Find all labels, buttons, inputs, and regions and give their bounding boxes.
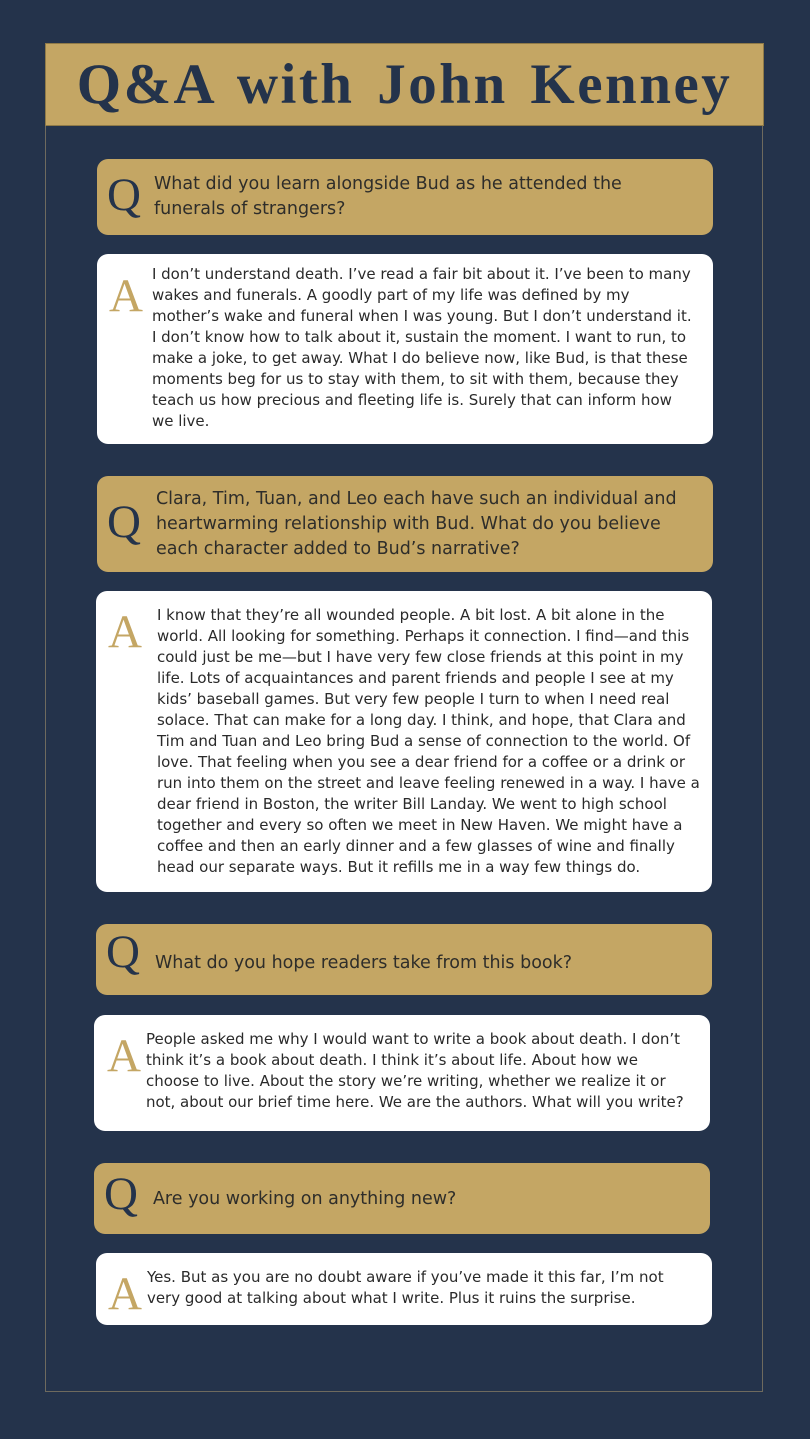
- question-text-3: What do you hope readers take from this book?: [154, 953, 573, 973]
- answer-text-2: I know that they’re all wounded people. A bit lost. A bit alone in the world. All looking for something. Perhaps it connection. I find—and this could just be me—but I have very few close friends at this point in my life. Lots of acquaintances and parent friends and people I see at my kids’ baseball games. But very few people I turn to when I need real solace. That can make for a long day. I think, and hope, that Clara and Tim and Tuan and Leo bring Bud a sense of connection to the world. Of love. That feeling when you see a dear friend for a coffee or a drink or run into them on the street and leave feeling renewed in a way. I have a dear friend in Boston, the writer Bill Landay. We went to high school together and every so often we meet in New Haven. We might have a coffee and then an early dinner and a few glasses of wine and finally head our separate ways. But it refills me in a way few things do.: [156, 606, 700, 876]
- a-letter-icon: A: [108, 606, 142, 658]
- answer-text-1: I don’t understand death. I’ve read a fair bit about it. I’ve been to many wakes and funerals. A goodly part of my life was defined by my mother’s wake and funeral when I was young. But I don’t understand it. I don’t know how to talk about it, sustain the moment. I want to run, to make a joke, to get away. What I do believe now, like Bud, is that these moments beg for us to stay with them, to sit with them, because they teach us how precious and fleeting life is. Surely that can inform how we live.: [151, 265, 692, 430]
- question-text-2: Clara, Tim, Tuan, and Leo each have such an individual and heartwarming relationship with Bud. What do you believe each character added to Bud’s narrative?: [155, 488, 677, 559]
- answer-card-2: [96, 591, 712, 892]
- answer-text-4: Yes. But as you are no doubt aware if you’ve made it this far, I’m not very good at talking about what I write. Plus it ruins the surprise.: [146, 1268, 664, 1307]
- question-text-1: What did you learn alongside Bud as he attended the funerals of strangers?: [153, 174, 622, 219]
- a-letter-icon: A: [108, 1268, 142, 1320]
- answer-card-4: [96, 1253, 712, 1325]
- question-card-1: [97, 159, 713, 235]
- a-letter-icon: A: [109, 270, 143, 322]
- answer-card-1: [97, 254, 713, 444]
- answer-text-3: People asked me why I would want to write a book about death. I don’t think it’s a book about death. I think it’s about life. About how we choose to live. About the story we’re writing, whether we realize it or not, about our brief time here. We are the authors. What will you write?: [145, 1030, 684, 1111]
- q-letter-icon: Q: [107, 495, 141, 548]
- title-banner: [45, 43, 764, 126]
- q-letter-icon: Q: [106, 926, 140, 978]
- q-letter-icon: Q: [107, 168, 141, 221]
- q-letter-icon: Q: [104, 1168, 138, 1220]
- page-title: Q&A with John Kenney: [76, 53, 733, 116]
- question-card-2: [97, 476, 713, 572]
- question-card-4: [94, 1163, 710, 1234]
- question-text-4: Are you working on anything new?: [152, 1189, 457, 1209]
- answer-card-3: [94, 1015, 710, 1131]
- question-card-3: [96, 924, 712, 995]
- a-letter-icon: A: [107, 1030, 141, 1082]
